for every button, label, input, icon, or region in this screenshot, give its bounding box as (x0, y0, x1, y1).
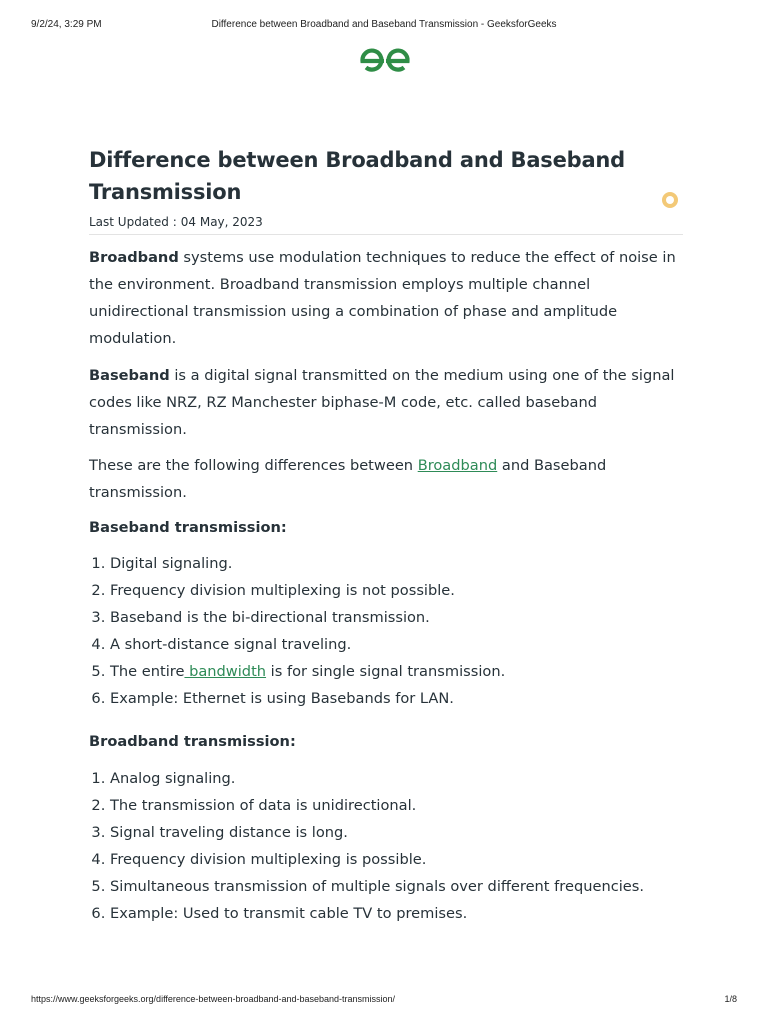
broadband-link[interactable]: Broadband (417, 457, 498, 474)
baseband-heading: Baseband transmission: (89, 519, 287, 536)
article-title: Difference between Broadband and Baseband Transmission (89, 148, 626, 204)
list-item: 1. Digital signaling. (110, 550, 683, 577)
list-item: 1. Analog signaling. (110, 765, 683, 792)
list-item: 3. Signal traveling distance is long. (110, 819, 683, 846)
list-item: 4. A short-distance signal traveling. (110, 631, 683, 658)
page-number: 1/8 (724, 994, 737, 1004)
list-item-text: The entire (110, 663, 185, 680)
list-item (110, 658, 683, 685)
broadband-heading: Broadband transmission: (89, 733, 296, 750)
print-url: https://www.geeksforgeeks.org/difference-between-broadband-and-baseband-transmission/ (31, 994, 396, 1004)
baseband-definition-text: is a digital signal transmitted on the medium using one of the signal codes like NRZ, RZ Manchester biphase-M code, etc. called baseband transmission. (89, 367, 675, 438)
broadband-definition (89, 244, 683, 352)
print-datetime: 9/2/24, 3:29 PM (31, 19, 102, 30)
print-header (31, 19, 737, 33)
differences-intro-before: These are the following differences between (89, 457, 418, 474)
differences-intro-after: and Baseband transmission. (89, 457, 607, 501)
baseband-term: Baseband (89, 367, 170, 384)
differences-intro (89, 452, 683, 506)
last-updated (89, 215, 683, 235)
broadband-term: Broadband (89, 249, 179, 266)
list-item: 4. Frequency division multiplexing is possible. (110, 846, 683, 873)
list-item: 6. Example: Used to transmit cable TV to premises. (110, 900, 683, 927)
baseband-list (89, 550, 683, 712)
last-updated-label: Last Updated : (89, 215, 177, 229)
list-item: 6. Example: Ethernet is using Basebands for LAN. (110, 685, 683, 712)
last-updated-date: 04 May, 2023 (180, 215, 263, 229)
baseband-definition (89, 362, 683, 443)
broadband-definition-text: systems use modulation techniques to reduce the effect of noise in the environment. Broadband transmission employs multiple channel unidirectional transmission using a combination of phase and amplitude modulation. (89, 249, 676, 347)
geeksforgeeks-logo-icon[interactable] (357, 45, 413, 77)
list-item: 2. Frequency division multiplexing is not possible. (110, 577, 683, 604)
list-item: 3. Baseband is the bi-directional transmission. (110, 604, 683, 631)
list-item: 2. The transmission of data is unidirectional. (110, 792, 683, 819)
bandwidth-link[interactable]: bandwidth (184, 663, 267, 680)
article (89, 144, 683, 927)
print-document-title: Difference between Broadband and Baseband Transmission - GeeksforGeeks (211, 19, 557, 30)
list-item-text-after: is for single signal transmission. (266, 663, 506, 680)
print-footer (31, 994, 737, 1008)
broadband-list (89, 765, 683, 927)
list-item: 5. Simultaneous transmission of multiple signals over different frequencies. (110, 873, 683, 900)
